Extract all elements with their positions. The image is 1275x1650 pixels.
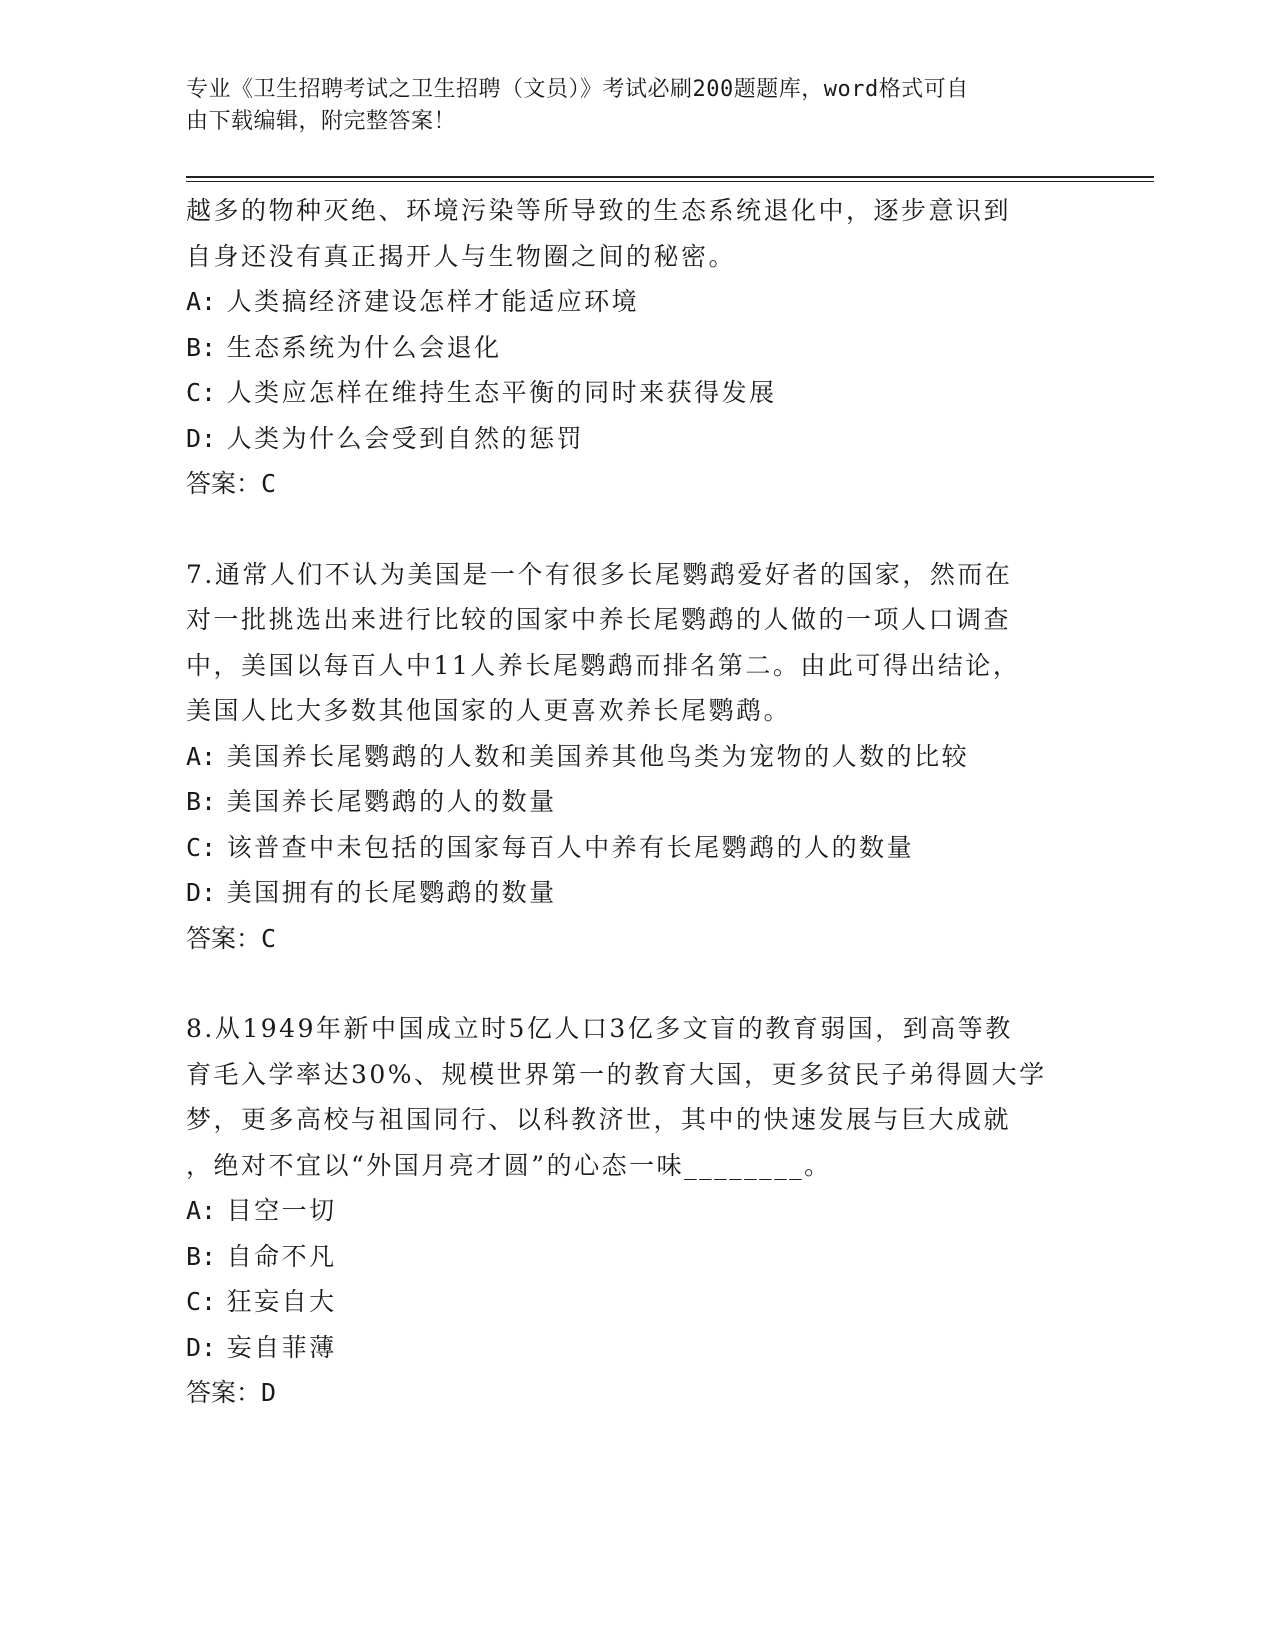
question-stem-line: 8.从1949年新中国成立时5亿人口3亿多文盲的教育弱国，到高等教	[186, 1014, 1013, 1043]
option-text: 美国养长尾鹦鹉的人数和美国养其他鸟类为宠物的人数的比较	[226, 741, 970, 771]
option-key: C:	[186, 378, 217, 407]
question-stem-line: 越多的物种灭绝、环境污染等所导致的生态系统退化中，逐步意识到	[186, 196, 1012, 225]
question-6	[186, 188, 1086, 507]
answer-line	[186, 1370, 1086, 1416]
option-text: 美国拥有的长尾鹦鹉的数量	[226, 878, 557, 907]
question-7	[186, 552, 1086, 962]
option-d	[186, 870, 1086, 916]
option-a	[186, 734, 1086, 780]
header-divider-thin	[186, 181, 1154, 182]
option-text: 该普查中未包括的国家每百人中养有长尾鹦鹉的人的数量	[226, 832, 915, 862]
document-body	[186, 188, 1086, 1416]
option-d	[186, 1325, 1086, 1371]
answer-value: C	[261, 469, 277, 498]
option-key: D:	[186, 423, 217, 453]
option-key: A:	[186, 1196, 217, 1225]
option-key: B:	[186, 1241, 217, 1271]
option-a	[186, 279, 1086, 325]
option-b	[186, 779, 1086, 825]
document-header	[186, 74, 1066, 138]
option-c	[186, 370, 1086, 416]
option-key: D:	[186, 1332, 217, 1362]
answer-label: 答案：	[186, 1378, 262, 1407]
option-text: 自命不凡	[226, 1241, 337, 1271]
question-8	[186, 1006, 1086, 1416]
option-key: D:	[186, 878, 217, 907]
answer-line	[186, 461, 1086, 507]
option-key: B:	[186, 787, 217, 816]
option-key: A:	[186, 287, 217, 316]
option-a	[186, 1188, 1086, 1234]
option-text: 妄自菲薄	[226, 1332, 337, 1362]
question-stem-line: ，绝对不宜以“外国月亮才圆”的心态一味________。	[186, 1150, 832, 1180]
option-text: 人类应怎样在维持生态平衡的同时来获得发展	[226, 378, 777, 407]
question-stem-line: 7.通常人们不认为美国是一个有很多长尾鹦鹉爱好者的国家，然而在	[186, 559, 1013, 589]
option-text: 美国养长尾鹦鹉的人的数量	[226, 787, 557, 816]
question-stem-line: 育毛入学率达30%、规模世界第一的教育大国，更多贫民子弟得圆大学	[186, 1059, 1047, 1089]
header-divider-thick	[186, 176, 1154, 178]
question-stem-line: 中，美国以每百人中11人养长尾鹦鹉而排名第二。由此可得出结论，	[186, 650, 1021, 680]
header-line-1: 专业《卫生招聘考试之卫生招聘（文员）》考试必刷200题题库，word格式可自	[186, 77, 969, 102]
option-text: 生态系统为什么会退化	[226, 332, 502, 362]
answer-label: 答案：	[186, 469, 262, 498]
question-stem-line: 自身还没有真正揭开人与生物圈之间的秘密。	[186, 241, 737, 271]
answer-value: C	[261, 923, 277, 953]
header-line-2: 由下载编辑，附完整答案！	[186, 109, 457, 134]
answer-value: D	[261, 1378, 277, 1407]
option-text: 狂妄自大	[226, 1287, 337, 1316]
option-key: A:	[186, 741, 217, 771]
option-text: 人类搞经济建设怎样才能适应环境	[226, 287, 640, 316]
option-key: B:	[186, 332, 217, 362]
question-stem-line: 梦，更多高校与祖国同行、以科教济世，其中的快速发展与巨大成就	[186, 1105, 1012, 1134]
option-text: 目空一切	[226, 1196, 337, 1225]
option-b	[186, 325, 1086, 371]
question-stem-line: 对一批挑选出来进行比较的国家中养长尾鹦鹉的人做的一项人口调查	[186, 605, 1012, 634]
option-text: 人类为什么会受到自然的惩罚	[226, 423, 585, 453]
option-c	[186, 825, 1086, 871]
question-stem-line: 美国人比大多数其他国家的人更喜欢养长尾鹦鹉。	[186, 696, 792, 725]
option-key: C:	[186, 1287, 217, 1316]
option-b	[186, 1234, 1086, 1280]
option-c	[186, 1279, 1086, 1325]
option-key: C:	[186, 832, 217, 862]
answer-label: 答案：	[186, 923, 262, 953]
answer-line	[186, 916, 1086, 962]
option-d	[186, 416, 1086, 462]
